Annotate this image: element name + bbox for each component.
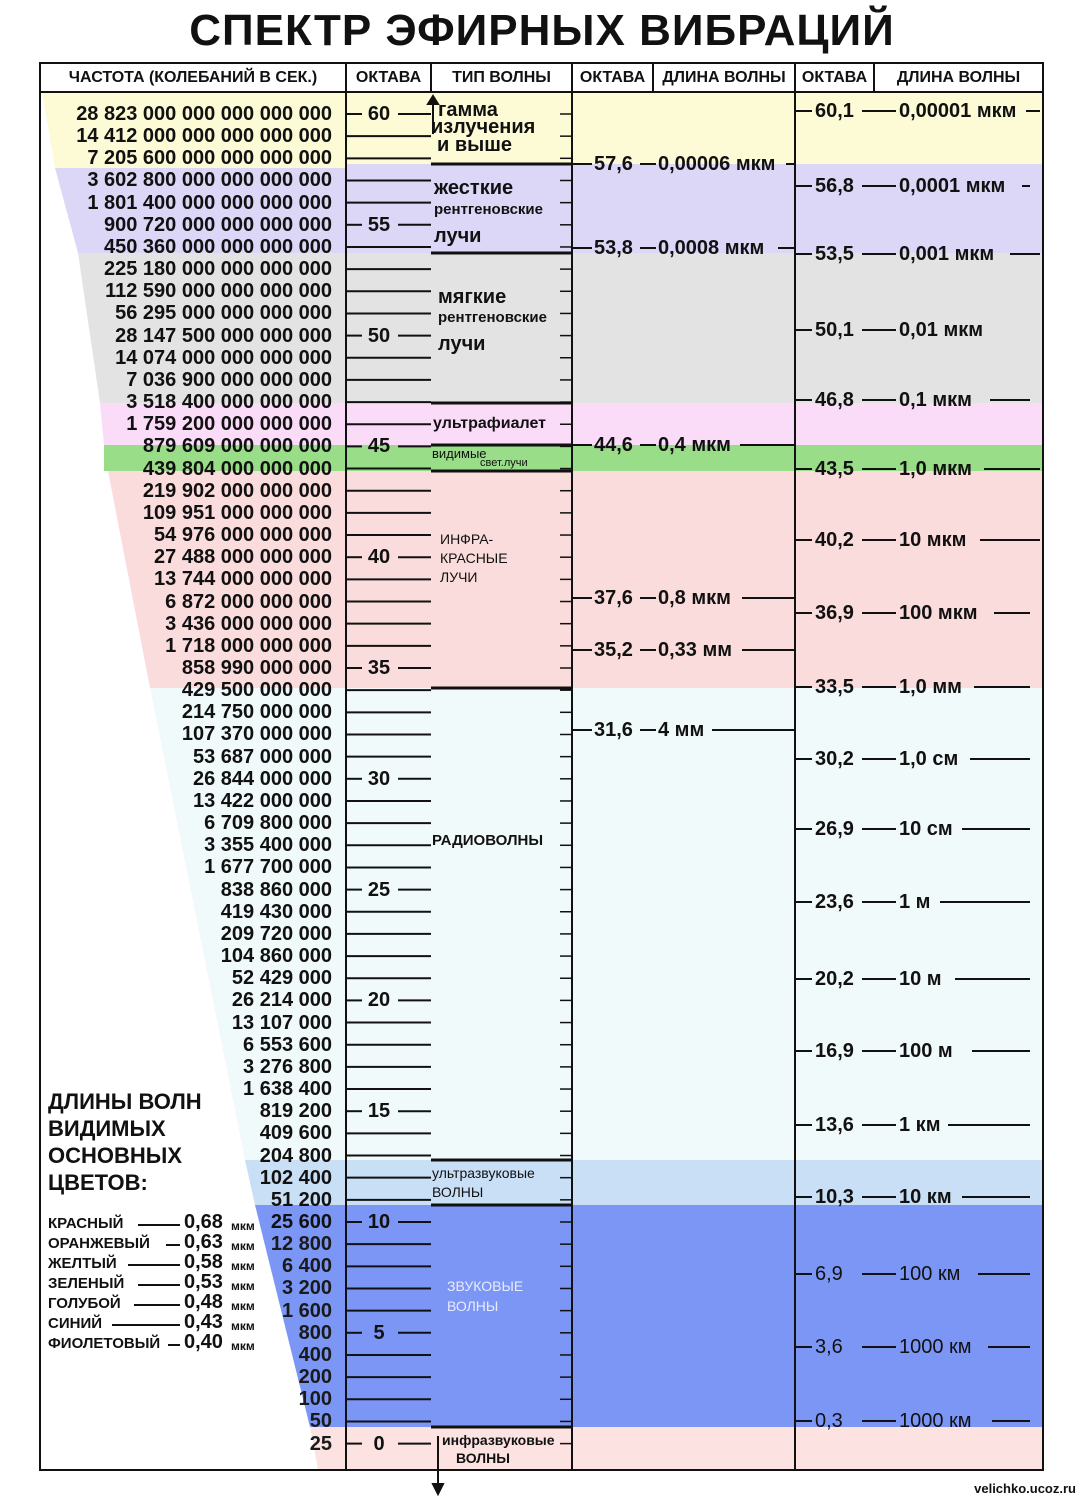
frequency-value: 6 872 000 000 000 (165, 590, 332, 613)
frequency-value: 56 295 000 000 000 000 (115, 302, 332, 325)
header-octave-3: ОКТАВА (801, 69, 868, 86)
frequency-value: 200 (298, 1366, 332, 1389)
frequency-value: 13 422 000 000 (192, 789, 332, 812)
frequency-value: 879 609 000 000 000 (142, 435, 332, 458)
footer-site: velichko.ucoz.ru (974, 1481, 1076, 1496)
wave-radio: РАДИОВОЛНЫ (432, 832, 544, 849)
header-octave-1: ОКТАВА (355, 69, 422, 86)
mid-octave: 37,6 (594, 587, 633, 609)
frequency-value: 27 488 000 000 000 (154, 546, 332, 569)
wave-ir-3: ЛУЧИ (440, 569, 478, 585)
frequency-value: 225 180 000 000 000 000 (104, 258, 332, 281)
frequency-value: 214 750 000 000 (181, 701, 332, 724)
header-wavelength-2: ДЛИНА ВОЛНЫ (662, 69, 786, 86)
frequency-value: 109 951 000 000 000 (142, 501, 332, 524)
right-length: 100 мкм (899, 602, 978, 624)
frequency-value: 51 200 (270, 1188, 332, 1211)
right-length: 10 км (899, 1186, 952, 1208)
wave-gamma-2: излучения (431, 116, 536, 138)
wave-sound-1: ЗВУКОВЫЕ (447, 1278, 524, 1294)
right-length: 0,00001 мкм (899, 100, 1017, 122)
right-octave: 43,5 (815, 458, 854, 480)
frequency-value: 7 205 600 000 000 000 000 (87, 147, 332, 170)
wave-ir-1: ИНФРА- (440, 531, 494, 547)
frequency-value: 13 107 000 (231, 1011, 332, 1034)
right-length: 1,0 мм (899, 676, 962, 698)
octave-label: 45 (367, 435, 391, 458)
frequency-value: 1 718 000 000 000 (165, 634, 332, 657)
legend-color-value: 0,43 (184, 1311, 223, 1333)
octave-label: 5 (373, 1321, 385, 1344)
mid-length: 0,00006 мкм (658, 153, 776, 175)
frequency-value: 13 744 000 000 000 (154, 568, 332, 591)
mid-length: 0,4 мкм (658, 434, 731, 456)
legend-color-unit: мкм (231, 1339, 255, 1353)
wave-visible-1: видимые (432, 446, 487, 461)
right-octave: 13,6 (815, 1114, 854, 1136)
header-wavelength-3: ДЛИНА ВОЛНЫ (896, 69, 1021, 86)
right-length: 1000 км (899, 1336, 972, 1358)
octave-label: 40 (367, 546, 391, 569)
frequency-value: 3 436 000 000 000 (165, 612, 332, 635)
frequency-value: 409 600 (259, 1122, 332, 1145)
right-length: 0,001 мкм (899, 243, 995, 265)
right-length: 10 м (899, 968, 942, 990)
right-octave: 56,8 (815, 175, 854, 197)
frequency-value: 429 500 000 000 (181, 679, 332, 702)
mid-octave: 44,6 (594, 434, 633, 456)
wave-hard-3: лучи (434, 225, 482, 247)
octave-label: 30 (367, 767, 391, 790)
frequency-value: 419 430 000 (220, 900, 332, 923)
frequency-value: 104 860 000 (220, 945, 332, 968)
legend-line-1: ДЛИНЫ ВОЛН (48, 1089, 202, 1114)
legend-color-value: 0,58 (184, 1251, 223, 1273)
frequency-value: 3 602 800 000 000 000 000 (87, 169, 332, 192)
frequency-value: 900 720 000 000 000 000 (104, 213, 332, 236)
frequency-value: 54 976 000 000 000 (154, 524, 332, 547)
frequency-value: 7 036 900 000 000 000 (126, 368, 332, 391)
legend-color-unit: мкм (231, 1239, 255, 1253)
right-length: 1 км (899, 1114, 941, 1136)
right-length: 0,01 мкм (899, 319, 984, 341)
band-sound (346, 1205, 1043, 1427)
header-frequency: ЧАСТОТА (КОЛЕБАНИЙ В СЕК.) (68, 69, 318, 86)
frequency-value: 26 214 000 (231, 989, 332, 1012)
legend-color-name: ЗЕЛЕНЫЙ (48, 1275, 125, 1292)
legend-color-value: 0,63 (184, 1231, 223, 1253)
frequency-value: 25 600 (270, 1211, 332, 1233)
legend-color-name: ЖЕЛТЫЙ (48, 1255, 117, 1272)
wave-sound-2: ВОЛНЫ (447, 1298, 499, 1314)
right-octave: 40,2 (815, 529, 854, 551)
frequency-value: 6 553 600 (243, 1033, 332, 1056)
frequency-value: 28 147 500 000 000 000 (115, 324, 332, 347)
frequency-value: 100 (298, 1388, 332, 1411)
wave-ultrasound-1: ультразвуковые (432, 1165, 535, 1181)
octave-label: 25 (367, 878, 391, 901)
frequency-value: 25 (309, 1432, 332, 1455)
wave-gamma-3: и выше (437, 134, 513, 156)
right-length: 1,0 мкм (899, 458, 972, 480)
right-octave: 53,5 (815, 243, 854, 265)
legend-color-unit: мкм (231, 1279, 255, 1293)
legend-line-4: ЦВЕТОВ: (48, 1170, 148, 1195)
right-octave: 0,3 (815, 1410, 843, 1432)
frequency-value: 209 720 000 (220, 922, 332, 945)
right-octave: 10,3 (815, 1186, 854, 1208)
right-octave: 30,2 (815, 748, 854, 770)
wave-soft-2: рентгеновские (438, 309, 547, 326)
frequency-value: 819 200 (259, 1100, 332, 1123)
octave-label: 35 (367, 657, 391, 679)
legend-color-value: 0,68 (184, 1211, 223, 1233)
right-octave: 3,6 (815, 1336, 843, 1358)
mid-length: 4 мм (658, 719, 705, 741)
frequency-value: 204 800 (259, 1144, 332, 1167)
right-length: 100 км (899, 1263, 961, 1285)
legend-color-value: 0,53 (184, 1271, 223, 1293)
frequency-value: 3 200 (281, 1277, 332, 1300)
frequency-value: 1 759 200 000 000 000 (126, 413, 332, 436)
octave-label: 50 (367, 324, 391, 347)
right-length: 1 м (899, 891, 931, 913)
right-octave: 23,6 (815, 891, 854, 913)
wave-soft-3: лучи (438, 333, 486, 355)
frequency-value: 52 429 000 (231, 967, 332, 990)
frequency-value: 26 844 000 000 (192, 767, 332, 790)
wave-hard-2: рентгеновские (434, 201, 543, 218)
legend-color-name: ГОЛУБОЙ (48, 1295, 121, 1312)
wave-gamma-1: гамма (438, 99, 498, 121)
frequency-value: 12 800 (270, 1233, 332, 1256)
legend-color-unit: мкм (231, 1259, 255, 1273)
legend-color-value: 0,40 (184, 1331, 223, 1353)
frequency-value: 107 370 000 000 (181, 723, 332, 746)
right-octave: 50,1 (815, 319, 854, 341)
mid-length: 0,33 мм (658, 639, 733, 661)
frequency-value: 439 804 000 000 000 (142, 457, 332, 480)
frequency-value: 800 (298, 1321, 332, 1344)
frequency-value: 1 600 (281, 1299, 332, 1322)
legend-color-name: СИНИЙ (48, 1315, 103, 1332)
legend-color-name: ФИОЛЕТОВЫЙ (48, 1335, 161, 1352)
right-octave: 60,1 (815, 100, 854, 122)
type-ticks (560, 114, 572, 1444)
octave-label: 55 (367, 213, 391, 236)
mid-octave: 53,8 (594, 237, 633, 259)
right-length: 1000 км (899, 1410, 972, 1432)
frequency-value: 28 823 000 000 000 000 000 (76, 103, 332, 125)
mid-length: 0,0008 мкм (658, 237, 765, 259)
right-octave: 33,5 (815, 676, 854, 698)
right-length: 10 мкм (899, 529, 967, 551)
frequency-value: 400 (298, 1343, 332, 1366)
right-octave: 46,8 (815, 389, 854, 411)
frequency-value: 50 (309, 1410, 332, 1433)
frequency-value: 14 412 000 000 000 000 000 (76, 125, 332, 148)
frequency-value: 53 687 000 000 (192, 745, 332, 768)
right-octave: 20,2 (815, 968, 854, 990)
wave-visible-2: свет.лучи (480, 457, 528, 469)
legend-color-unit: мкм (231, 1299, 255, 1313)
mid-octave: 31,6 (594, 719, 633, 741)
right-length: 0,1 мкм (899, 389, 972, 411)
legend-color-value: 0,48 (184, 1291, 223, 1313)
right-length: 1,0 см (899, 748, 959, 770)
frequency-value: 1 677 700 000 (204, 856, 332, 879)
frequency-value: 450 360 000 000 000 000 (104, 235, 332, 258)
octave-label: 0 (373, 1432, 385, 1455)
header-octave-2: ОКТАВА (579, 69, 646, 86)
octave-label: 15 (367, 1100, 391, 1123)
legend-line-2: ВИДИМЫХ (48, 1116, 166, 1141)
legend-color-name: КРАСНЫЙ (48, 1215, 124, 1232)
wave-ultrasound-2: ВОЛНЫ (432, 1184, 484, 1200)
frequency-value: 858 990 000 000 (181, 657, 332, 679)
frequency-value: 6 400 (281, 1255, 332, 1278)
right-length: 10 см (899, 818, 953, 840)
right-length: 100 м (899, 1040, 953, 1062)
mid-length: 0,8 мкм (658, 587, 731, 609)
frequency-value: 219 902 000 000 000 (142, 479, 332, 502)
legend-color-unit: мкм (231, 1319, 255, 1333)
frequency-value: 838 860 000 (220, 878, 332, 901)
frequency-value: 112 590 000 000 000 000 (105, 280, 332, 303)
wave-hard-1: жесткие (434, 177, 514, 199)
octave-label: 10 (367, 1211, 391, 1233)
legend-line-3: ОСНОВНЫХ (48, 1143, 182, 1168)
right-octave: 26,9 (815, 818, 854, 840)
mid-octave: 57,6 (594, 153, 633, 175)
wave-infrasound-2: ВОЛНЫ (456, 1450, 510, 1466)
right-octave: 36,9 (815, 602, 854, 624)
legend-color-name: ОРАНЖЕВЫЙ (48, 1235, 150, 1252)
frequency-value: 3 355 400 000 (204, 834, 332, 857)
legend-color-unit: мкм (231, 1219, 255, 1233)
wave-uv: ультрафиалет (433, 415, 546, 432)
frequency-value: 1 801 400 000 000 000 000 (87, 191, 332, 214)
right-length: 0,0001 мкм (899, 175, 1006, 197)
wave-soft-1: мягкие (438, 286, 507, 308)
frequency-value: 1 638 400 (243, 1078, 332, 1101)
header-wave-type: ТИП ВОЛНЫ (452, 69, 551, 86)
frequency-value: 3 518 400 000 000 000 (126, 391, 332, 414)
frequency-value: 3 276 800 (243, 1055, 332, 1078)
wave-ir-2: КРАСНЫЕ (440, 550, 508, 566)
frequency-value: 102 400 (259, 1166, 332, 1189)
wave-infrasound-1: инфразвуковые (442, 1432, 555, 1448)
right-octave: 6,9 (815, 1263, 843, 1285)
right-octave: 16,9 (815, 1040, 854, 1062)
page-title: СПЕКТР ЭФИРНЫХ ВИБРАЦИЙ (189, 6, 895, 55)
mid-octave: 35,2 (594, 639, 633, 661)
frequency-value: 6 709 800 000 (204, 812, 332, 835)
frequency-value: 14 074 000 000 000 000 (115, 346, 332, 369)
octave-label: 20 (367, 989, 391, 1012)
octave-label: 60 (367, 103, 391, 125)
